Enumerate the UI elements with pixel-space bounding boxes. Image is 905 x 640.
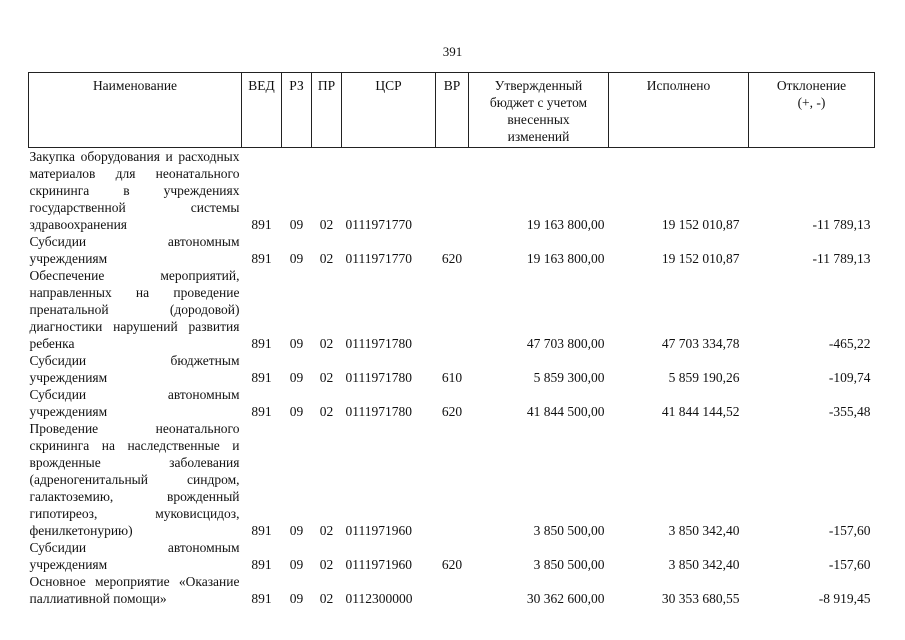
- table-body: [29, 148, 875, 608]
- row-csr: 0112300000: [345, 591, 413, 606]
- row-vr: 610: [441, 370, 463, 385]
- row-pr: 02: [319, 523, 334, 538]
- row-ved: 891: [251, 336, 272, 351]
- row-executed: 41 844 144,52: [661, 404, 740, 419]
- row-rz: 09: [289, 404, 304, 419]
- row-csr: 0111971960: [345, 557, 412, 572]
- row-csr: 0111971960: [345, 523, 412, 538]
- row-deviation: -109,74: [828, 370, 871, 385]
- row-approved: 19 163 800,00: [526, 217, 605, 232]
- row-pr: 02: [319, 557, 334, 572]
- row-approved: 3 850 500,00: [533, 523, 605, 538]
- header-csr: ЦСР: [342, 73, 436, 148]
- table-row: [29, 233, 875, 267]
- row-ved: 891: [251, 251, 272, 266]
- row-pr: 02: [319, 336, 334, 351]
- row-executed: 47 703 334,78: [661, 336, 740, 351]
- row-csr: 0111971780: [345, 336, 412, 351]
- row-vr: [436, 420, 469, 539]
- row-pr: 02: [319, 591, 334, 606]
- row-ved: 891: [251, 370, 272, 385]
- row-name: Проведение неонатального скрининга на наследственные и врожденные заболевания (адреногенитальный синдром, галактоземию, врожденный гипотиреоз, муковисцидоз, фенилкетонурию): [29, 421, 240, 538]
- row-deviation: -8 919,45: [818, 591, 871, 606]
- table-row: [29, 148, 875, 234]
- row-approved: 3 850 500,00: [533, 557, 605, 572]
- header-name: Наименование: [29, 73, 242, 148]
- row-rz: 09: [289, 523, 304, 538]
- row-approved: 41 844 500,00: [526, 404, 605, 419]
- row-deviation: -11 789,13: [812, 217, 871, 232]
- row-rz: 09: [289, 557, 304, 572]
- row-approved: 19 163 800,00: [526, 251, 605, 266]
- row-name: Закупка оборудования и расходных материалов для неонатального скрининга в учреждениях государственной системы здравоохранения: [29, 149, 240, 232]
- row-pr: 02: [319, 217, 334, 232]
- header-ved: ВЕД: [242, 73, 282, 148]
- row-approved: 47 703 800,00: [526, 336, 605, 351]
- row-name: Субсидии автономным учреждениям: [29, 234, 240, 266]
- row-vr: [436, 148, 469, 234]
- row-executed: 5 859 190,26: [668, 370, 740, 385]
- row-vr: 620: [441, 251, 463, 266]
- row-vr: 620: [441, 557, 463, 572]
- row-pr: 02: [319, 370, 334, 385]
- row-rz: 09: [289, 336, 304, 351]
- row-vr: [436, 267, 469, 352]
- table-row: [29, 539, 875, 573]
- page-number: 391: [442, 44, 463, 59]
- row-csr: 0111971770: [345, 217, 412, 232]
- header-executed: Исполнено: [609, 73, 749, 148]
- row-deviation: -157,60: [828, 557, 871, 572]
- table-row: [29, 267, 875, 352]
- budget-table: [28, 72, 875, 607]
- row-name: Обеспечение мероприятий, направленных на проведение пренатальной (дородовой) диагностики нарушений развития ребенка: [29, 268, 240, 351]
- row-ved: 891: [251, 523, 272, 538]
- row-executed: 19 152 010,87: [661, 217, 740, 232]
- table-row: [29, 420, 875, 539]
- header-deviation: Отклонение (+, -): [749, 73, 875, 148]
- row-ved: 891: [251, 591, 272, 606]
- row-executed: 19 152 010,87: [661, 251, 740, 266]
- row-name: Субсидии автономным учреждениям: [29, 540, 240, 572]
- row-rz: 09: [289, 217, 304, 232]
- row-pr: 02: [319, 251, 334, 266]
- row-ved: 891: [251, 217, 272, 232]
- row-executed: 3 850 342,40: [668, 523, 740, 538]
- row-rz: 09: [289, 591, 304, 606]
- row-name: Основное мероприятие «Оказание паллиативной помощи»: [29, 574, 240, 606]
- row-vr: 620: [441, 404, 463, 419]
- header-vr: ВР: [436, 73, 469, 148]
- row-ved: 891: [251, 404, 272, 419]
- row-executed: 30 353 680,55: [661, 591, 740, 606]
- header-pr: ПР: [312, 73, 342, 148]
- row-name: Субсидии бюджетным учреждениям: [29, 353, 240, 385]
- header-approved: Утвержденный бюджет с учетом внесенных изменений: [469, 73, 609, 148]
- row-rz: 09: [289, 251, 304, 266]
- row-deviation: -355,48: [828, 404, 871, 419]
- row-csr: 0111971780: [345, 370, 412, 385]
- header-rz: РЗ: [282, 73, 312, 148]
- table-row: [29, 386, 875, 420]
- row-name: Субсидии автономным учреждениям: [29, 387, 240, 419]
- table-header-row: [29, 73, 875, 148]
- row-csr: 0111971770: [345, 251, 412, 266]
- table-row: [29, 352, 875, 386]
- row-deviation: -157,60: [828, 523, 871, 538]
- row-approved: 30 362 600,00: [526, 591, 605, 606]
- row-pr: 02: [319, 404, 334, 419]
- row-csr: 0111971780: [345, 404, 412, 419]
- row-rz: 09: [289, 370, 304, 385]
- row-ved: 891: [251, 557, 272, 572]
- table-row: [29, 573, 875, 607]
- row-deviation: -11 789,13: [812, 251, 871, 266]
- row-executed: 3 850 342,40: [668, 557, 740, 572]
- row-vr: [436, 573, 469, 607]
- row-deviation: -465,22: [828, 336, 871, 351]
- row-approved: 5 859 300,00: [533, 370, 605, 385]
